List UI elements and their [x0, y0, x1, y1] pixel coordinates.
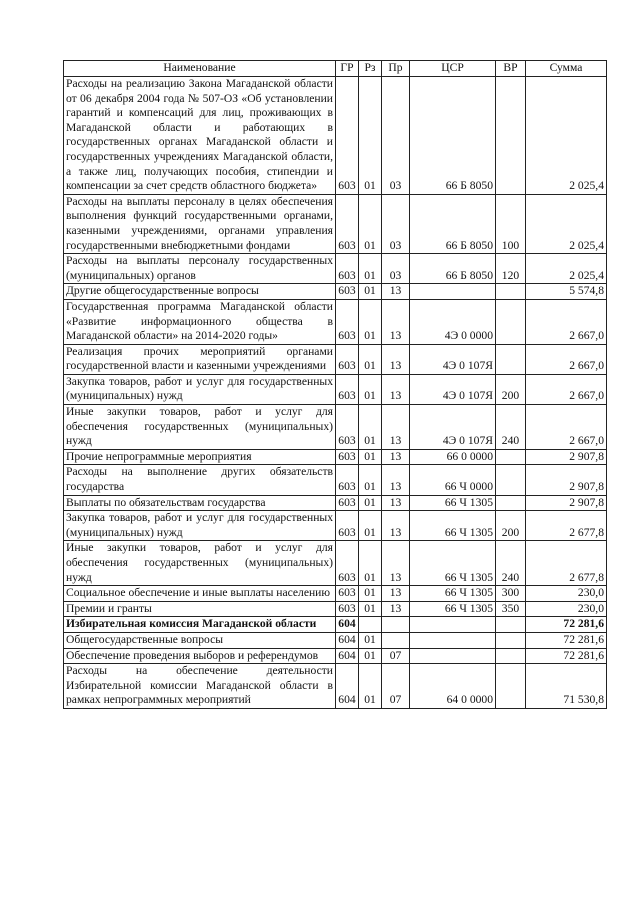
header-rz: Рз: [359, 61, 382, 77]
cell-sum: 2 667,0: [526, 344, 607, 374]
cell-name: Избирательная комиссия Магаданской области: [64, 617, 336, 633]
cell-sum: 72 281,6: [526, 617, 607, 633]
header-row: [64, 61, 607, 77]
cell-pr: 13: [382, 299, 410, 344]
cell-pr: 13: [382, 511, 410, 541]
header-vr: ВР: [496, 61, 526, 77]
header-sum: Сумма: [526, 61, 607, 77]
cell-name: Реализация прочих мероприятий органами государственной власти и казенными учреждениями: [64, 344, 336, 374]
cell-sum: 2 677,8: [526, 541, 607, 586]
cell-rz: 01: [359, 344, 382, 374]
cell-csr: [410, 648, 496, 664]
cell-gr: 603: [336, 586, 359, 602]
table-row: [64, 465, 607, 495]
cell-rz: [359, 617, 382, 633]
cell-gr: 603: [336, 495, 359, 511]
cell-rz: 01: [359, 77, 382, 195]
cell-pr: 13: [382, 449, 410, 465]
cell-name: Расходы на выплаты персоналу в целях обеспечения выполнения функций государственными органами, казенными учреждениями, органами управления государственными внебюджетными фондами: [64, 194, 336, 253]
cell-vr: [496, 77, 526, 195]
cell-sum: 2 025,4: [526, 254, 607, 284]
cell-sum: 2 025,4: [526, 77, 607, 195]
cell-pr: 13: [382, 284, 410, 300]
table-row: [64, 449, 607, 465]
cell-gr: 603: [336, 344, 359, 374]
cell-name: Расходы на реализацию Закона Магаданской области от 06 декабря 2004 года № 507-ОЗ «Об установлении гарантий и компенсаций для лиц, проживающих в Магаданской области и работающих в государственных органах Магаданской области и государственных учреждениях Магаданской области, а также лиц, получающих пособия, стипендии и компенсации за счет средств областного бюджета»: [64, 77, 336, 195]
table-row: [64, 299, 607, 344]
cell-vr: [496, 632, 526, 648]
cell-sum: 230,0: [526, 586, 607, 602]
cell-sum: 72 281,6: [526, 648, 607, 664]
cell-rz: 01: [359, 194, 382, 253]
cell-csr: 64 0 0000: [410, 664, 496, 709]
cell-gr: 603: [336, 601, 359, 617]
cell-csr: [410, 284, 496, 300]
cell-gr: 603: [336, 465, 359, 495]
cell-vr: [496, 617, 526, 633]
cell-pr: 03: [382, 77, 410, 195]
cell-vr: 120: [496, 254, 526, 284]
table-row: [64, 405, 607, 450]
cell-vr: [496, 299, 526, 344]
cell-csr: 66 Ч 1305: [410, 586, 496, 602]
cell-gr: 603: [336, 511, 359, 541]
cell-vr: 350: [496, 601, 526, 617]
cell-rz: 01: [359, 449, 382, 465]
cell-rz: 01: [359, 511, 382, 541]
cell-vr: 100: [496, 194, 526, 253]
cell-csr: [410, 617, 496, 633]
cell-gr: 604: [336, 648, 359, 664]
cell-csr: 66 Б 8050: [410, 254, 496, 284]
cell-rz: 01: [359, 374, 382, 404]
cell-csr: 4Э 0 107Я: [410, 405, 496, 450]
cell-name: Обеспечение проведения выборов и референдумов: [64, 648, 336, 664]
cell-gr: 603: [336, 194, 359, 253]
cell-pr: 03: [382, 194, 410, 253]
table-header: [64, 61, 607, 77]
table-row: [64, 77, 607, 195]
cell-rz: 01: [359, 465, 382, 495]
cell-csr: 66 Ч 0000: [410, 465, 496, 495]
cell-pr: [382, 632, 410, 648]
cell-pr: 13: [382, 541, 410, 586]
cell-vr: 200: [496, 511, 526, 541]
cell-gr: 603: [336, 254, 359, 284]
cell-pr: 13: [382, 405, 410, 450]
cell-name: Расходы на обеспечение деятельности Избирательной комиссии Магаданской области в рамках непрограммных мероприятий: [64, 664, 336, 709]
cell-csr: 66 Б 8050: [410, 194, 496, 253]
cell-gr: 603: [336, 374, 359, 404]
cell-pr: 13: [382, 465, 410, 495]
cell-vr: [496, 284, 526, 300]
cell-name: Общегосударственные вопросы: [64, 632, 336, 648]
table-body: [64, 77, 607, 709]
cell-vr: [496, 449, 526, 465]
cell-pr: 07: [382, 664, 410, 709]
cell-name: Прочие непрограммные мероприятия: [64, 449, 336, 465]
cell-sum: 2 907,8: [526, 495, 607, 511]
table-row: [64, 254, 607, 284]
table-row: [64, 194, 607, 253]
cell-gr: 604: [336, 617, 359, 633]
cell-rz: 01: [359, 405, 382, 450]
table-row: [64, 495, 607, 511]
cell-csr: 4Э 0 107Я: [410, 344, 496, 374]
cell-vr: [496, 648, 526, 664]
cell-vr: 240: [496, 405, 526, 450]
cell-sum: 71 530,8: [526, 664, 607, 709]
cell-gr: 603: [336, 299, 359, 344]
cell-pr: 13: [382, 601, 410, 617]
cell-vr: [496, 495, 526, 511]
cell-csr: 66 Ч 1305: [410, 511, 496, 541]
header-name: Наименование: [64, 61, 336, 77]
table-row: [64, 601, 607, 617]
cell-gr: 603: [336, 284, 359, 300]
cell-pr: 07: [382, 648, 410, 664]
cell-rz: 01: [359, 648, 382, 664]
cell-vr: 240: [496, 541, 526, 586]
table-row: [64, 617, 607, 633]
cell-name: Закупка товаров, работ и услуг для государственных (муниципальных) нужд: [64, 511, 336, 541]
cell-sum: 230,0: [526, 601, 607, 617]
budget-table: [63, 60, 607, 709]
table-row: [64, 648, 607, 664]
table-row: [64, 632, 607, 648]
cell-sum: 2 907,8: [526, 465, 607, 495]
table-row: [64, 664, 607, 709]
cell-csr: 66 Ч 1305: [410, 601, 496, 617]
cell-rz: 01: [359, 495, 382, 511]
cell-rz: 01: [359, 664, 382, 709]
cell-csr: 4Э 0 0000: [410, 299, 496, 344]
cell-sum: 2 667,0: [526, 374, 607, 404]
cell-vr: [496, 344, 526, 374]
cell-gr: 604: [336, 632, 359, 648]
header-csr: ЦСР: [410, 61, 496, 77]
cell-gr: 603: [336, 77, 359, 195]
cell-csr: 4Э 0 107Я: [410, 374, 496, 404]
table-row: [64, 586, 607, 602]
header-pr: Пр: [382, 61, 410, 77]
cell-sum: 72 281,6: [526, 632, 607, 648]
cell-csr: 66 Ч 1305: [410, 495, 496, 511]
header-gr: ГР: [336, 61, 359, 77]
cell-rz: 01: [359, 284, 382, 300]
cell-name: Иные закупки товаров, работ и услуг для обеспечения государственных (муниципальных) нужд: [64, 405, 336, 450]
cell-pr: 03: [382, 254, 410, 284]
cell-sum: 2 025,4: [526, 194, 607, 253]
cell-vr: 300: [496, 586, 526, 602]
cell-name: Социальное обеспечение и иные выплаты населению: [64, 586, 336, 602]
cell-vr: [496, 664, 526, 709]
cell-vr: [496, 465, 526, 495]
cell-sum: 2 907,8: [526, 449, 607, 465]
cell-name: Расходы на выполнение других обязательств государства: [64, 465, 336, 495]
table-row: [64, 344, 607, 374]
cell-name: Выплаты по обязательствам государства: [64, 495, 336, 511]
cell-csr: 66 Б 8050: [410, 77, 496, 195]
table-row: [64, 284, 607, 300]
cell-rz: 01: [359, 299, 382, 344]
table-row: [64, 511, 607, 541]
table-row: [64, 541, 607, 586]
cell-name: Расходы на выплаты персоналу государственных (муниципальных) органов: [64, 254, 336, 284]
cell-name: Премии и гранты: [64, 601, 336, 617]
cell-csr: 66 0 0000: [410, 449, 496, 465]
cell-rz: 01: [359, 601, 382, 617]
cell-gr: 603: [336, 449, 359, 465]
cell-csr: [410, 632, 496, 648]
cell-rz: 01: [359, 254, 382, 284]
cell-name: Закупка товаров, работ и услуг для государственных (муниципальных) нужд: [64, 374, 336, 404]
cell-sum: 2 667,0: [526, 299, 607, 344]
cell-rz: 01: [359, 541, 382, 586]
cell-csr: 66 Ч 1305: [410, 541, 496, 586]
cell-pr: 13: [382, 344, 410, 374]
cell-pr: 13: [382, 374, 410, 404]
cell-rz: 01: [359, 632, 382, 648]
cell-sum: 2 677,8: [526, 511, 607, 541]
cell-gr: 604: [336, 664, 359, 709]
cell-pr: [382, 617, 410, 633]
cell-name: Государственная программа Магаданской области «Развитие информационного общества в Магаданской области» на 2014-2020 годы»: [64, 299, 336, 344]
cell-pr: 13: [382, 586, 410, 602]
cell-gr: 603: [336, 541, 359, 586]
cell-name: Другие общегосударственные вопросы: [64, 284, 336, 300]
cell-sum: 2 667,0: [526, 405, 607, 450]
cell-rz: 01: [359, 586, 382, 602]
cell-pr: 13: [382, 495, 410, 511]
table-row: [64, 374, 607, 404]
cell-name: Иные закупки товаров, работ и услуг для обеспечения государственных (муниципальных) нужд: [64, 541, 336, 586]
cell-sum: 5 574,8: [526, 284, 607, 300]
cell-gr: 603: [336, 405, 359, 450]
cell-vr: 200: [496, 374, 526, 404]
